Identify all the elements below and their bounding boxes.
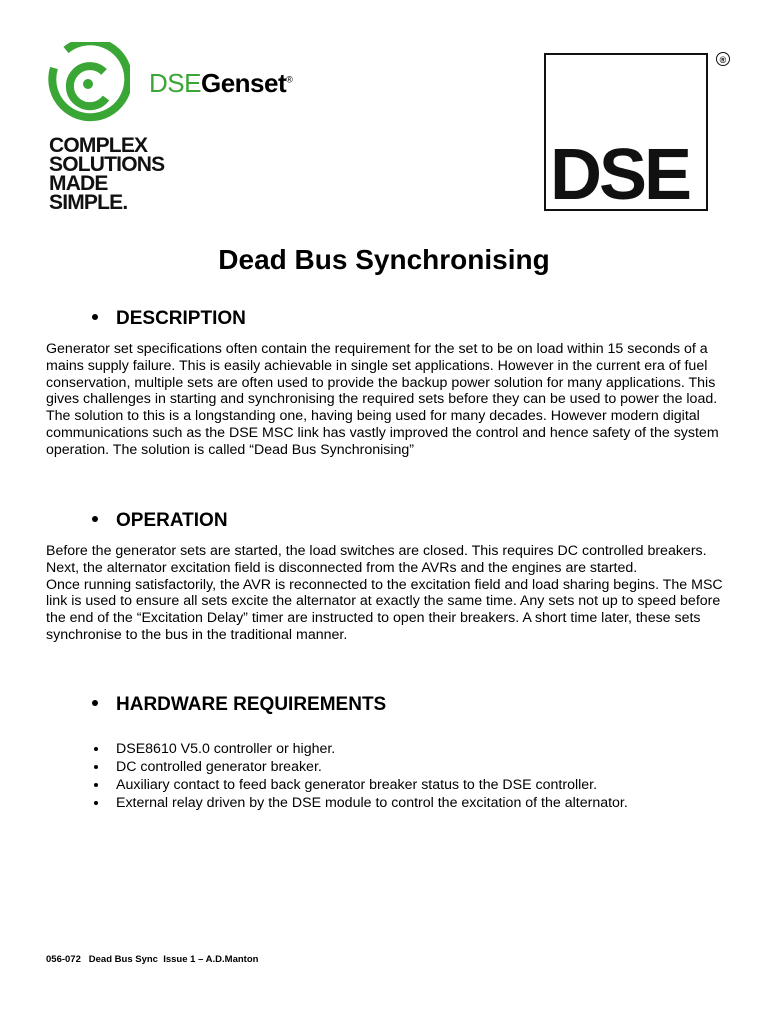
genset-swirl-icon xyxy=(46,42,130,126)
tagline-line: SIMPLE. xyxy=(49,191,128,214)
section-heading-text: DESCRIPTION xyxy=(116,308,246,329)
operation-body xyxy=(46,543,736,644)
description-body xyxy=(46,341,736,459)
dse-box-logo xyxy=(544,53,708,215)
section-heading-description xyxy=(92,308,246,330)
list-item: Auxiliary contact to feed back generator breaker status to the DSE controller. xyxy=(92,776,628,794)
page-footer: 056-072 Dead Bus Sync Issue 1 – A.D.Manton xyxy=(46,954,259,965)
section-heading-operation xyxy=(92,510,228,532)
bullet-icon xyxy=(92,510,116,532)
bullet-icon xyxy=(92,694,116,716)
hardware-requirements-list xyxy=(92,740,628,812)
brand-name xyxy=(149,68,292,99)
section-heading-text: OPERATION xyxy=(116,510,228,531)
dse-logo-text: DSE xyxy=(550,135,690,215)
list-item: DSE8610 V5.0 controller or higher. xyxy=(92,740,628,758)
page-title: Dead Bus Synchronising xyxy=(218,244,550,275)
dse-genset-logo xyxy=(46,42,316,222)
registered-mark-icon: ® xyxy=(716,52,730,66)
tagline-line: MADE xyxy=(49,172,108,195)
section-heading-hardware xyxy=(92,694,386,716)
paragraph: Before the generator sets are started, the load switches are closed. This requires DC controlled breakers. Next, the alternator excitation field is disconnected from the AVRs and the engines are started. xyxy=(46,543,707,576)
paragraph: The solution to this is a longstanding one, having being used for many decades. However modern digital communications such as the DSE MSC link has vastly improved the control and hence safety of the system operation. The solution is called “Dead Bus Synchronising” xyxy=(46,408,719,458)
brand-suffix: Genset xyxy=(200,68,287,98)
bullet-icon xyxy=(92,308,116,330)
paragraph: Once running satisfactorily, the AVR is reconnected to the excitation field and load sharing begins. The MSC link is used to ensure all sets excite the alternator at exactly the same time. Any sets not up to speed before the end of the “Excitation Delay” timer are instructed to open their breakers. A short time later, these sets synchronise to the bus in the traditional manner. xyxy=(46,576,723,643)
list-item: DC controlled generator breaker. xyxy=(92,758,628,776)
tagline xyxy=(49,136,164,212)
paragraph: Generator set specifications often contain the requirement for the set to be on load within 15 seconds of a mains supply failure. This is easily achievable in single set applications. However in the current era of fuel conservation, multiple sets are often used to provide the backup power solution for many applications. This gives challenges in starting and synchronising the required sets before they can be used to power the load. xyxy=(46,341,718,408)
section-heading-text: HARDWARE REQUIREMENTS xyxy=(116,694,387,715)
tagline-line: COMPLEX xyxy=(49,134,148,157)
brand-registered-mark: ® xyxy=(286,74,293,85)
tagline-line: SOLUTIONS xyxy=(49,153,165,176)
brand-prefix: DSE xyxy=(149,68,201,98)
list-item: External relay driven by the DSE module to control the excitation of the alternator. xyxy=(92,794,628,812)
